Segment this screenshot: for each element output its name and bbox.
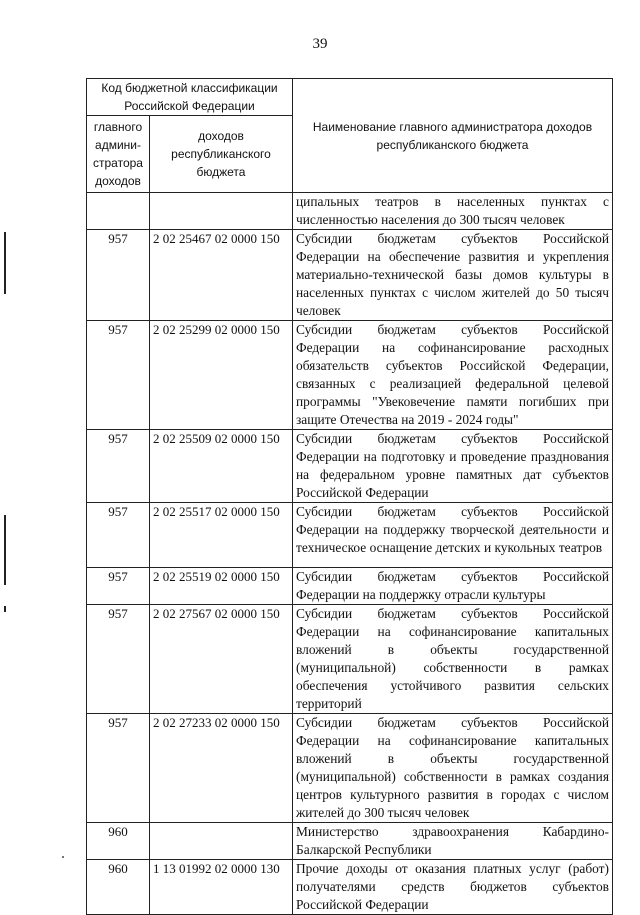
- budget-code-cell: 2 02 25517 02 0000 150: [150, 503, 293, 568]
- left-margin-mark: [4, 515, 6, 585]
- budget-code-cell: 1 13 01992 02 0000 130: [150, 860, 293, 915]
- header-code-group: Код бюджетной классификации Российской Федерации: [87, 79, 293, 116]
- left-margin-mark: [4, 232, 6, 294]
- table-row: [87, 503, 613, 568]
- revenue-name-cell: [293, 193, 613, 230]
- revenue-name-text: Субсидии бюджетам субъектов Российской Федерации на софинансирование расходных обязательств субъектов Российской Федерации, связанных с реализацией федеральной целевой программы "Увековечение памяти погибших при защите Отечества на 2019 - 2024 годы": [296, 322, 609, 427]
- table-row: [87, 430, 613, 503]
- revenue-name-cell: [293, 503, 613, 568]
- table-row: [87, 860, 613, 915]
- budget-code-cell: 2 02 27567 02 0000 150: [150, 605, 293, 714]
- revenue-name-text: Субсидии бюджетам субъектов Российской Федерации на софинансирование капитальных вложений в объекты государственной (муниципальной) собственности в рамках создания центров культурного развития в городах с числом жителей до 300 тысяч человек: [296, 715, 609, 820]
- header-admin-column: главного админи-стратора доходов: [87, 116, 150, 193]
- admin-code-cell: 957: [87, 430, 150, 503]
- table-row: [87, 321, 613, 430]
- budget-code-cell: 2 02 25467 02 0000 150: [150, 230, 293, 321]
- admin-code-cell: 960: [87, 860, 150, 915]
- revenue-name-cell: [293, 321, 613, 430]
- budget-code-cell: 2 02 25509 02 0000 150: [150, 430, 293, 503]
- revenue-name-text: Субсидии бюджетам субъектов Российской Федерации на обеспечение развития и укрепления материально-технической базы домов культуры в населенных пунктах с числом жителей до 50 тысяч человек: [296, 231, 609, 318]
- budget-classification-table: [86, 78, 613, 915]
- revenue-name-text: Министерство здравоохранения Кабардино-Балкарской Республики: [296, 824, 609, 857]
- revenue-name-cell: [293, 605, 613, 714]
- budget-code-cell: [150, 193, 293, 230]
- admin-code-cell: 957: [87, 605, 150, 714]
- revenue-name-text: Субсидии бюджетам субъектов Российской Федерации на подготовку и проведение празднования на федеральном уровне памятных дат субъектов Российской Федерации: [296, 431, 609, 500]
- admin-code-cell: 957: [87, 503, 150, 568]
- page-number: 39: [312, 36, 328, 52]
- budget-code-cell: 2 02 27233 02 0000 150: [150, 714, 293, 823]
- admin-code-cell: 957: [87, 321, 150, 430]
- table-row: [87, 605, 613, 714]
- revenue-name-text: Субсидии бюджетам субъектов Российской Федерации на поддержку творческой деятельности и техническое оснащение детских и кукольных театров: [296, 504, 609, 555]
- table-row: [87, 193, 613, 230]
- left-margin-mark: [4, 606, 6, 612]
- budget-code-cell: 2 02 25299 02 0000 150: [150, 321, 293, 430]
- revenue-name-cell: [293, 568, 613, 605]
- revenue-name-text: Субсидии бюджетам субъектов Российской Федерации на поддержку отрасли культуры: [296, 569, 609, 602]
- admin-code-cell: 957: [87, 230, 150, 321]
- revenue-name-text: Прочие доходы от оказания платных услуг (работ) получателями средств бюджетов субъектов Российской Федерации: [296, 861, 609, 912]
- header-budget-column: доходов республиканского бюджета: [150, 116, 293, 193]
- admin-code-cell: 960: [87, 823, 150, 860]
- admin-code-cell: [87, 193, 150, 230]
- admin-code-cell: 957: [87, 568, 150, 605]
- revenue-name-cell: [293, 823, 613, 860]
- revenue-name-text: ципальных театров в населенных пунктах с численностью населения до 300 тысяч человек: [296, 194, 609, 227]
- revenue-name-cell: [293, 230, 613, 321]
- table-row: [87, 568, 613, 605]
- admin-code-cell: 957: [87, 714, 150, 823]
- budget-code-cell: 2 02 25519 02 0000 150: [150, 568, 293, 605]
- revenue-name-text: Субсидии бюджетам субъектов Российской Федерации на софинансирование капитальных вложений в объекты государственной (муниципальной) собственности в рамках обеспечения устойчивого развития сельских территорий: [296, 606, 609, 711]
- header-name-column: Наименование главного администратора доходов республиканского бюджета: [293, 79, 613, 193]
- revenue-name-cell: [293, 430, 613, 503]
- table-row: [87, 714, 613, 823]
- revenue-name-cell: [293, 860, 613, 915]
- scan-speck: [62, 856, 64, 858]
- revenue-name-cell: [293, 714, 613, 823]
- table-row: [87, 823, 613, 860]
- budget-code-cell: [150, 823, 293, 860]
- table-row: [87, 230, 613, 321]
